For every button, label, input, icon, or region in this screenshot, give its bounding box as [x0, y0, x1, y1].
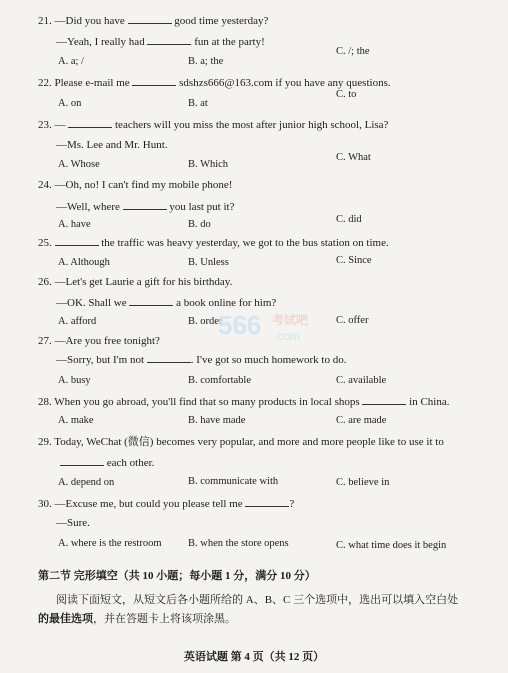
q26-reply-start: —OK. Shall we	[56, 297, 127, 309]
q25-option-c: C. Since	[336, 255, 372, 266]
q30-text-end: ?	[289, 498, 295, 510]
q21-option-b: B. a; the	[188, 56, 224, 67]
q24-reply-start: —Well, where	[56, 201, 120, 213]
answer-blank	[147, 34, 191, 45]
q29-option-a: A. depend on	[58, 477, 115, 488]
answer-blank	[123, 199, 167, 210]
q21-text-end: good time yesterday?	[174, 15, 269, 27]
question-25	[38, 235, 389, 250]
q24-option-a: A. have	[58, 219, 91, 230]
answer-blank	[55, 235, 99, 246]
answer-blank	[129, 295, 173, 306]
question-28	[38, 394, 450, 409]
q26-option-b: B. order	[188, 316, 223, 327]
q30-option-b: B. when the store opens	[188, 538, 289, 549]
q21-reply	[56, 34, 265, 49]
q26-reply-end: a book online for him?	[176, 297, 277, 309]
question-27: 27. —Are you free tonight?	[38, 335, 160, 347]
instruction-rest: ，并在答题卡上将该项涂黑。	[93, 613, 236, 625]
q21-reply-start: —Yeah, I really had	[56, 36, 145, 48]
q24-option-b: B. do	[188, 219, 211, 230]
answer-blank	[128, 13, 172, 24]
section-title: 第二节 完形填空（共 10 小题；每小题 1 分，满分 10 分）	[38, 570, 316, 582]
q23-option-b: B. Which	[188, 159, 229, 170]
answer-blank	[147, 352, 191, 363]
answer-blank	[60, 455, 104, 466]
q26-option-c: C. offer	[336, 315, 369, 326]
q24-reply-end: you last put it?	[169, 201, 235, 213]
q27-option-b: B. comfortable	[188, 375, 251, 386]
q30-reply: —Sure.	[56, 517, 90, 529]
page-footer: 英语试题 第 4 页（共 12 页）	[183, 651, 325, 663]
q22-text-start: 22. Please e-mail me	[38, 77, 130, 89]
q22-option-b: B. at	[188, 98, 208, 109]
q28-option-b: B. have made	[188, 415, 246, 426]
q27-reply-end: . I've got so much homework to do.	[190, 354, 347, 366]
watermark-number: 566	[218, 310, 262, 340]
answer-blank	[362, 394, 406, 405]
q23-text-start: 23. —	[38, 119, 66, 131]
question-24: 24. —Oh, no! I can't find my mobile phone!	[38, 179, 233, 191]
q30-option-a: A. where is the restroom	[58, 538, 162, 549]
answer-blank	[245, 496, 289, 507]
q27-reply-start: —Sorry, but I'm not	[56, 354, 145, 366]
instruction-line-2	[38, 611, 478, 627]
q28-option-c: C. are made	[336, 415, 387, 426]
question-29: 29. Today, WeChat (微信) becomes very popular, and more and more people like to use it to	[38, 436, 444, 448]
q30-text-start: 30. —Excuse me, but could you please tell me	[38, 498, 243, 510]
watermark-logo	[216, 306, 326, 357]
q29-option-b: B. communicate with	[188, 476, 279, 487]
q23-option-a: A. Whose	[58, 159, 100, 170]
q21-option-a: A. a; /	[58, 56, 84, 67]
instruction-emphasis: 的最佳选项	[38, 613, 93, 625]
question-30	[38, 496, 294, 511]
question-26: 26. —Let's get Laurie a gift for his birthday.	[38, 276, 233, 288]
instruction-line-1: 阅读下面短文，从短文后各小题所给的 A、B、C 三个选项中，选出可以填入空白处	[56, 594, 459, 606]
q30-option-c: C. what time does it begin	[336, 540, 447, 551]
q22-option-c: C. to	[336, 89, 357, 100]
q24-reply	[56, 199, 234, 214]
q29-text-end: each other.	[106, 457, 155, 469]
q21-text-start: 21. —Did you have	[38, 15, 125, 27]
question-21	[38, 13, 268, 28]
q25-option-b: B. Unless	[188, 257, 229, 268]
q29-option-c: C. believe in	[336, 477, 390, 488]
q21-reply-end: fun at the party!	[194, 36, 265, 48]
q25-option-a: A. Although	[58, 257, 110, 268]
q28-text-end: in China.	[409, 396, 450, 408]
q27-option-c: C. available	[336, 375, 387, 386]
q29-continuation	[38, 455, 154, 470]
q26-option-a: A. afford	[58, 316, 97, 327]
answer-blank	[68, 117, 112, 128]
q27-option-a: A. busy	[58, 375, 91, 386]
q28-text-start: 28. When you go abroad, you'll find that so many products in local shops	[38, 396, 360, 408]
q23-reply: —Ms. Lee and Mr. Hunt.	[56, 139, 168, 151]
q25-number: 25.	[38, 237, 52, 249]
question-23	[38, 117, 388, 132]
watermark-text: 考试吧	[272, 313, 309, 327]
q25-text: the traffic was heavy yesterday, we got to the bus station on time.	[101, 237, 389, 249]
q24-option-c: C. did	[336, 214, 362, 225]
watermark-566-icon	[216, 306, 326, 352]
q22-text-end: sdshzs666@163.com if you have any questions.	[179, 77, 391, 89]
q23-text-end: teachers will you miss the most after junior high school, Lisa?	[115, 119, 389, 131]
q21-option-c: C. /; the	[336, 46, 370, 57]
q23-option-c: C. What	[336, 152, 371, 163]
answer-blank	[132, 75, 176, 86]
watermark-domain: .com	[274, 329, 301, 343]
q22-option-a: A. on	[58, 98, 82, 109]
q28-option-a: A. make	[58, 415, 94, 426]
